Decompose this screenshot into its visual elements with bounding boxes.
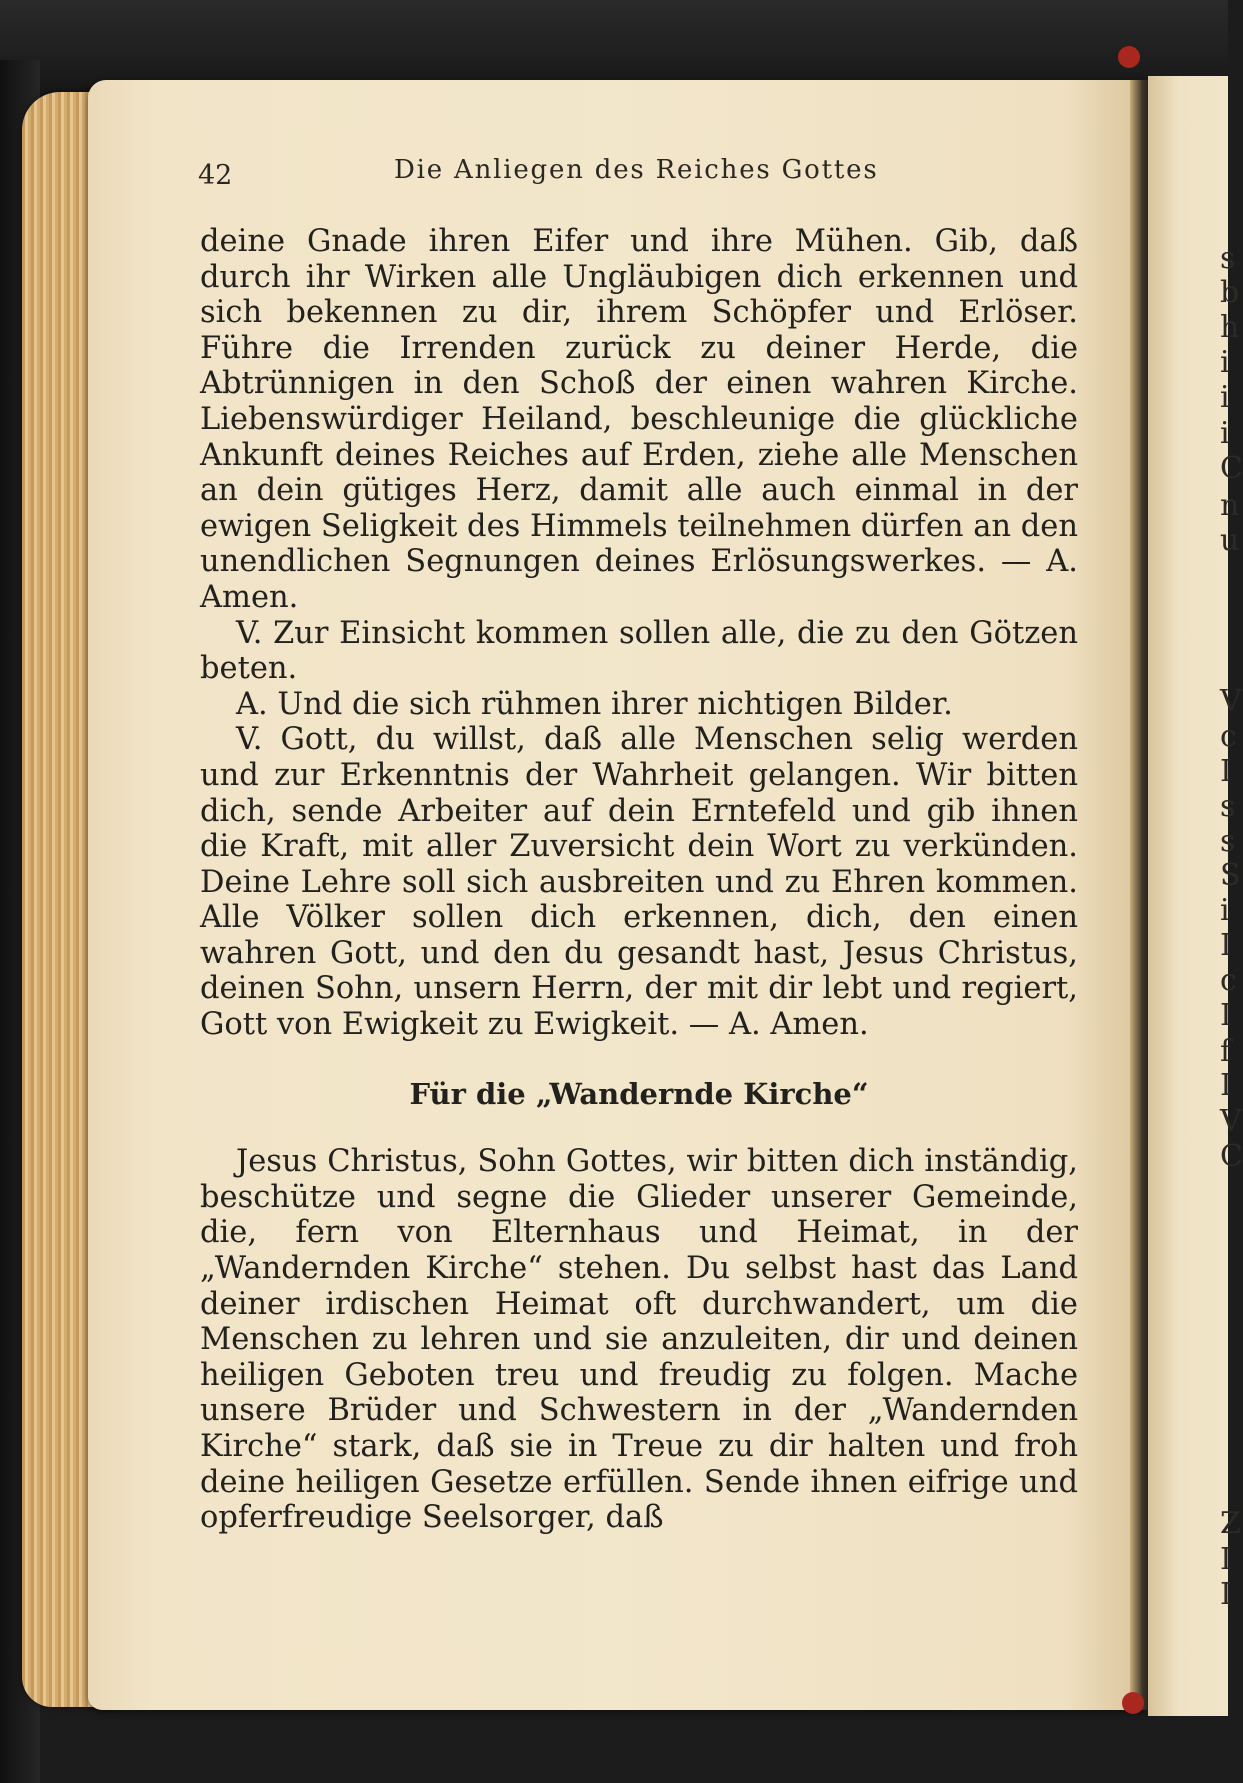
page-header (198, 152, 1078, 192)
facing-letter: n (1220, 488, 1240, 523)
facing-letter: s (1220, 789, 1236, 824)
ribbon-top (1118, 46, 1140, 68)
facing-letter: b (1220, 275, 1240, 310)
ribbon-bottom (1122, 1692, 1144, 1714)
facing-letter: I (1220, 1542, 1232, 1577)
facing-letter: s (1220, 824, 1236, 859)
paragraph-prayer-continued: deine Gnade ihren Eifer und ihre Mühen. Gib, daß durch ihr Wirken alle Ungläubigen dich erkennen und sich bekennen zu dir, ihrem Schöpfer und Erlöser. Führe die Irrenden zurück zu deiner Herde, die Abtrünnigen in den Schoß der einen wahren Kirche. Liebenswürdiger Heiland, beschleunige die glückliche Ankunft deines Reiches auf Erden, ziehe alle Menschen an dein gütiges Herz, damit alle auch einmal in der ewigen Seligkeit des Himmels teilnehmen dürfen an den unendlichen Segnungen deines Erlösungswerkes. — A. Amen. (200, 224, 1078, 615)
paragraph-response: A. Und die sich rühmen ihrer nichtigen Bilder. (236, 686, 953, 722)
facing-letter: I (1220, 1577, 1232, 1612)
facing-letter: Z (1220, 1506, 1241, 1541)
facing-letter: I (1220, 754, 1232, 789)
running-head: Die Anliegen des Reiches Gottes (394, 155, 879, 185)
facing-letter: I (1220, 928, 1232, 963)
facing-letter: V (1220, 1104, 1242, 1139)
facing-letter: I (1220, 998, 1232, 1033)
facing-letter: u (1220, 523, 1240, 558)
facing-letter: f (1220, 1034, 1232, 1069)
facing-letter: c (1220, 719, 1237, 754)
facing-page-edge (1148, 76, 1243, 1716)
facing-letter: I (1220, 1068, 1232, 1103)
section-heading: Für die „Wandernde Kirche“ (409, 1076, 869, 1111)
paragraph-versicle: V. Zur Einsicht kommen sollen alle, die zu den Götzen beten. (200, 615, 1078, 687)
facing-letter: i (1220, 893, 1230, 928)
facing-letter: s (1220, 241, 1236, 276)
facing-letter: C (1220, 451, 1243, 486)
book-gutter (1130, 80, 1148, 1710)
page-number: 42 (198, 160, 233, 191)
facing-letter: h (1220, 310, 1240, 345)
page-body (200, 224, 1078, 1536)
facing-letter: c (1220, 963, 1237, 998)
paragraph-wandering-church-prayer: Jesus Christus, Sohn Gottes, wir bitten dich inständig, beschütze und segne die Glieder unserer Gemeinde, die, fern von Elternhaus und Heimat, in der „Wandernden Kirche“ stehen. Du selbst hast das Land deiner irdischen Heimat oft durchwandert, um die Menschen zu lehren und sie anzuleiten, dir und deinen heiligen Geboten treu und freudig zu folgen. Mache unsere Brüder und Schwestern in der „Wandernden Kirche“ stark, daß sie in Treue zu dir halten und froh deine heiligen Gesetze erfüllen. Sende ihnen eifrige und opferfreudige Seelsorger, daß (200, 1144, 1078, 1536)
facing-letter: V (1220, 684, 1242, 719)
facing-letter: S (1220, 858, 1241, 893)
facing-letter: i (1220, 416, 1230, 451)
paragraph-collect: V. Gott, du willst, daß alle Menschen selig werden und zur Erkenntnis der Wahrheit gelangen. Wir bitten dich, sende Arbeiter auf dein Erntefeld und gib ihnen die Kraft, mit aller Zuversicht dein Wort zu verkünden. Deine Lehre soll sich ausbreiten und zu Ehren kommen. Alle Völker sollen dich erkennen, dich, den einen wahren Gott, und den du gesandt hast, Jesus Christus, deinen Sohn, unsern Herrn, der mit dir lebt und regiert, Gott von Ewigkeit zu Ewigkeit. — A. Amen. (200, 722, 1078, 1043)
facing-letter: i (1220, 345, 1230, 380)
facing-letter: i (1220, 380, 1230, 415)
facing-letter: C (1220, 1139, 1243, 1174)
